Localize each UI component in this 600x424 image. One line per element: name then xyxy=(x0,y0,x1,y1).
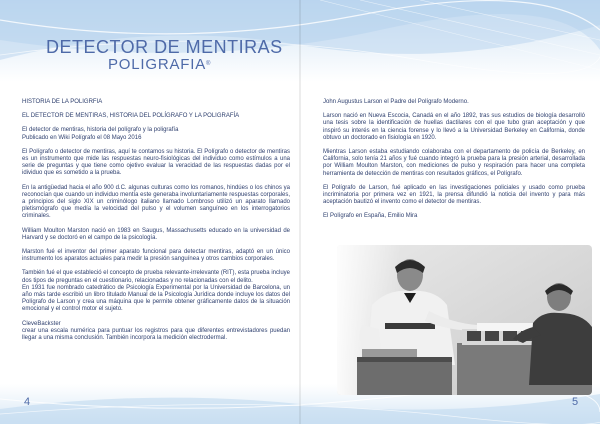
page-number-left: 4 xyxy=(24,396,31,408)
left-column xyxy=(22,99,290,342)
paragraph: William Moulton Marston nació en 1983 en Saugus, Massachusetts educado en la universidad de Harvard y se doctoró en el campo de la psicología. xyxy=(22,227,290,241)
section-heading: HISTORIA DE LA POLIGRFIA xyxy=(22,99,103,105)
page-spine xyxy=(299,0,301,424)
source-line-2: Publicado en Wiki Polígrafo el 08 Mayo 2016 xyxy=(22,134,142,141)
source-line-1: El detector de mentiras, historia del polígrafo y la poligrafía xyxy=(22,127,179,134)
paragraph: El Polígrafo o detector de mentiras, aquí te contamos su historia. El Polígrafo o detector de mentiras es un instrumento que mide las respuestas neuro-fisiológicas del individuo como estímulos a una serie de preguntas y que tiene como ojetivo evaluar la veracidad de las respuestas dadas por el idividuo que es sometido a la prueba. xyxy=(22,148,290,177)
polygraph-illustration xyxy=(337,245,592,395)
right-column xyxy=(323,99,585,221)
paragraph: Marston fué el inventor del primer aparato funcional para detectar mentiras, adaptó en un único instrumento los aparatos actuales para medir la presión sanguínea y otros cambios corporales. xyxy=(22,249,290,263)
paragraph: crear una escala numérica para puntuar los registros para que diferentes entrevistadores puedan llegar a una misma conclusión. También incorpora la medición electrodermal. xyxy=(22,327,290,342)
section-subheading: EL DETECTOR DE MENTIRAS, HISTORIA DEL POLÍGRAFO Y LA POLIGRAFÍA xyxy=(22,113,240,120)
paragraph: John Augustus Larson el Padre del Polígrafo Moderno. xyxy=(323,99,469,105)
paragraph: El Polígrafo en España, Emilio Mira xyxy=(323,213,418,220)
paragraph: En la antigüedad hacia el año 900 d.C. algunas culturas como los romanos, hindúes o los chinos ya reconocían que cuando un individuo mentía este generaba involuntariamente respuestas corporales, a principios del siglo XIX un criminólogo italiano llamado Lombroso utilizó un aparato llamado pletismógrafo que medía la velocidad del pulso y el volumen sanguíneo en los interrogatorios criminales. xyxy=(22,184,290,220)
page-title xyxy=(46,38,283,72)
paragraph: En 1931 fue nombrado catedrático de Psicología Experimental por la Universidad de Barcelona, un año más tarde escribió un libro titulado Manual de la Psicología Jurídica donde incluye los datos del Polígrafo de Larson y crea una máquina que le permite obtener gráficamente datos de la situación emocional y el control motor el sujeto. xyxy=(22,284,290,313)
trademark-symbol: ® xyxy=(206,61,212,67)
paragraph: Mientras Larson estaba estudiando colaboraba con el departamento de policía de Berkeley, en California, solo tenía 21 años y fué cuando integró la prueba para la presión arterial, desarrollada por William Moulton Marston, con mediciones de pulso y respiración para hacer una completa herramienta de detección de mentiras con resultados gráficos, el Polígrafo. xyxy=(323,149,585,177)
title-line-2-text: POLIGRAFIA xyxy=(108,56,207,73)
paragraph-name: CleveBackster xyxy=(22,320,61,327)
paragraph: El Polígrafo de Larson, fué aplicado en las investigaciones policiales y usado como prueba incriminatoria por primera vez en 1921, la prensa difundió la noticia del invento y para más aceptación bautizó el invento como el detector de mentiras. xyxy=(323,184,585,206)
paragraph: Larson nació en Nueva Escocia, Canadá en el año 1892, tras sus estudios de biología desarrolló una tesis sobre la identificación de huellas dactilares con el que tubo gran aceptación y que inspiró su interés en la ciencia forense y lo llevó a la Universidad Berkeley en California, donde obtuvo un doctorado en fisiología en 1920. xyxy=(323,113,585,141)
title-line-2 xyxy=(108,57,283,72)
page-number-right: 5 xyxy=(572,396,579,408)
title-line-1: DETECTOR DE MENTIRAS xyxy=(46,37,283,57)
polygraph-photo xyxy=(337,245,592,395)
paragraph: También fué el que estableció el concepto de prueba relevante-irrelevante (RIT), esta prueba incluye dos tipos de preguntas en el cuestionario, relacionadas y no relacionadas con el delito. xyxy=(22,270,290,284)
